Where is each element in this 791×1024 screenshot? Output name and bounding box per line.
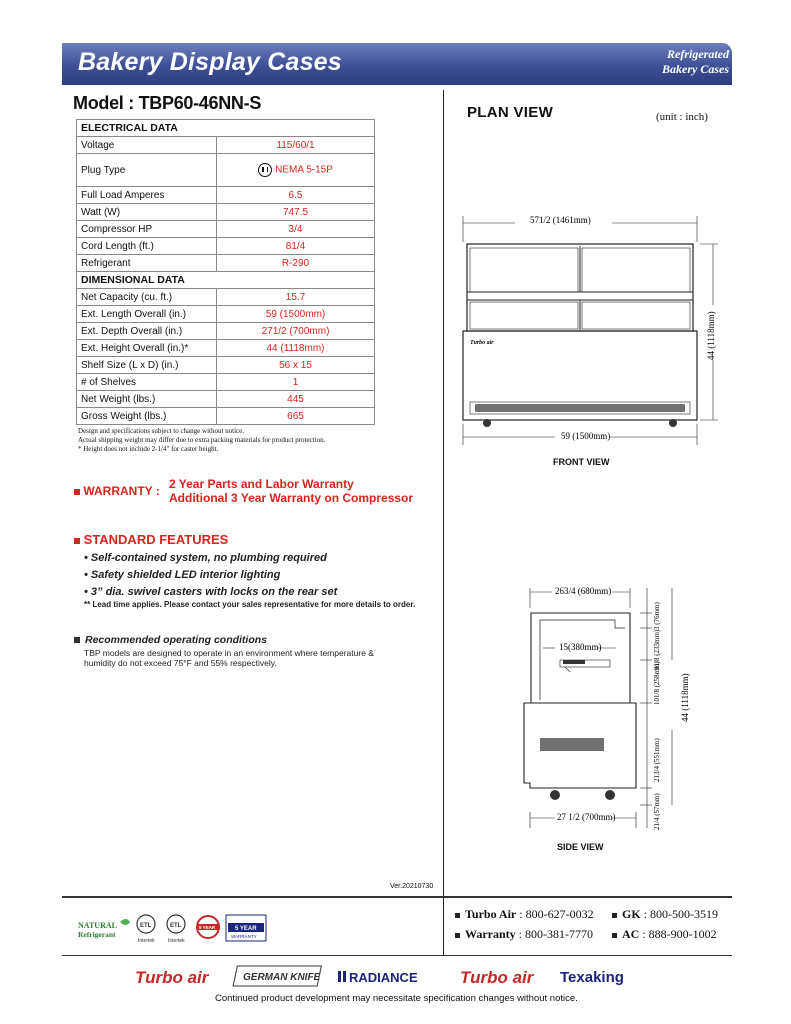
spec-key: Plug Type bbox=[77, 154, 217, 187]
bullet-icon bbox=[455, 913, 460, 918]
spec-row bbox=[77, 323, 375, 340]
5-year-badge bbox=[197, 916, 219, 938]
spec-key: Shelf Size (L x D) (in.) bbox=[77, 357, 217, 374]
spec-row bbox=[77, 340, 375, 357]
model-title: Model : TBP60-46NN-S bbox=[73, 93, 262, 113]
side-dim-r5: 21/4 (57mm) bbox=[653, 793, 661, 830]
electrical-heading: ELECTRICAL DATA bbox=[77, 120, 375, 137]
spec-row bbox=[77, 204, 375, 221]
spec-table bbox=[76, 119, 375, 425]
dimensional-heading: DIMENSIONAL DATA bbox=[77, 272, 375, 289]
spec-key: Compressor HP bbox=[77, 221, 217, 238]
bullet-icon bbox=[612, 933, 617, 938]
spec-value: 44 (1118mm) bbox=[217, 340, 375, 357]
feature-item: • Safety shielded LED interior lighting bbox=[84, 569, 281, 581]
spec-value: 445 bbox=[217, 391, 375, 408]
features-heading bbox=[74, 532, 228, 547]
spec-value: 665 bbox=[217, 408, 375, 425]
spec-row bbox=[77, 238, 375, 255]
header-subtitle bbox=[609, 47, 729, 77]
spec-key: Net Weight (lbs.) bbox=[77, 391, 217, 408]
subtitle-line-1: Refrigerated bbox=[667, 47, 729, 61]
svg-text:Refrigerant: Refrigerant bbox=[78, 930, 116, 939]
spec-value: 15.7 bbox=[217, 289, 375, 306]
spec-key: Net Capacity (cu. ft.) bbox=[77, 289, 217, 306]
svg-text:5 YEAR: 5 YEAR bbox=[199, 925, 216, 930]
bullet-icon bbox=[74, 637, 80, 643]
drawing-svg bbox=[450, 200, 740, 840]
spec-row bbox=[77, 187, 375, 204]
svg-text:Intertek: Intertek bbox=[138, 938, 155, 944]
texaking-logo: Texaking bbox=[560, 969, 624, 986]
spec-value: 747.5 bbox=[217, 204, 375, 221]
spec-key: Voltage bbox=[77, 137, 217, 154]
front-height-dim: 44 (1118mm) bbox=[706, 311, 716, 360]
contact-gk: GK : 800-500-3519 bbox=[612, 907, 718, 922]
disclaimer: Continued product development may necessitate specification changes without notice. bbox=[215, 993, 578, 1004]
spec-value: 81/4 bbox=[217, 238, 375, 255]
front-view-caption: FRONT VIEW bbox=[553, 457, 610, 467]
spec-key: # of Shelves bbox=[77, 374, 217, 391]
footer-rule-top bbox=[62, 896, 732, 898]
spec-row bbox=[77, 408, 375, 425]
spec-key: Gross Weight (lbs.) bbox=[77, 408, 217, 425]
side-bottom-dim: 27 1/2 (700mm) bbox=[557, 812, 616, 822]
svg-text:RADIANCE: RADIANCE bbox=[349, 970, 418, 985]
side-top-dim: 263/4 (680mm) bbox=[555, 586, 612, 596]
certification-logos bbox=[76, 912, 276, 946]
spec-value bbox=[217, 154, 375, 187]
spec-row bbox=[77, 306, 375, 323]
version-label: Ver.20210730 bbox=[390, 883, 434, 890]
plan-view-title: PLAN VIEW bbox=[467, 104, 554, 121]
etl-logo-1 bbox=[137, 915, 155, 944]
spec-value: 271/2 (700mm) bbox=[217, 323, 375, 340]
recommended-heading-text: Recommended operating conditions bbox=[85, 634, 268, 646]
feature-item: • 3” dia. swivel casters with locks on the rear set bbox=[84, 586, 338, 598]
feature-item: • Self-contained system, no plumbing required bbox=[84, 552, 327, 564]
spec-key: Refrigerant bbox=[77, 255, 217, 272]
page-title: Bakery Display Cases bbox=[78, 48, 342, 76]
side-shelf-dim: 15(380mm) bbox=[559, 642, 602, 652]
bullet-icon bbox=[74, 489, 80, 495]
svg-text:5 YEAR: 5 YEAR bbox=[235, 926, 257, 932]
spec-key: Cord Length (ft.) bbox=[77, 238, 217, 255]
spec-value: 3/4 bbox=[217, 221, 375, 238]
turbo-air-logo-2: Turbo air bbox=[460, 968, 534, 987]
spec-value: 59 (1500mm) bbox=[217, 306, 375, 323]
spec-key: Watt (W) bbox=[77, 204, 217, 221]
svg-text:ETL: ETL bbox=[170, 923, 182, 929]
subtitle-line-2: Bakery Cases bbox=[662, 62, 729, 76]
svg-text:Intertek: Intertek bbox=[168, 938, 185, 944]
side-view-caption: SIDE VIEW bbox=[557, 842, 604, 852]
spec-row bbox=[77, 154, 375, 187]
footer-divider bbox=[443, 898, 444, 955]
spec-row bbox=[77, 137, 375, 154]
spec-key: Full Load Amperes bbox=[77, 187, 217, 204]
plug-type-value: NEMA 5-15P bbox=[275, 164, 333, 176]
column-divider bbox=[443, 90, 444, 896]
bullet-icon bbox=[612, 913, 617, 918]
front-logo: Turbo air bbox=[470, 340, 494, 346]
spec-value: 1 bbox=[217, 374, 375, 391]
spec-key: Ext. Height Overall (in.)* bbox=[77, 340, 217, 357]
recommended-heading bbox=[74, 634, 267, 646]
unit-label: (unit : inch) bbox=[656, 111, 708, 123]
side-dim-r1: 3 (76mm) bbox=[653, 602, 661, 630]
svg-text:ETL: ETL bbox=[140, 923, 152, 929]
contact-warranty: Warranty : 800-381-7770 bbox=[455, 927, 593, 942]
warranty-line-1: 2 Year Parts and Labor Warranty bbox=[169, 477, 354, 491]
contact-ac: AC : 888-900-1002 bbox=[612, 927, 717, 942]
spec-row bbox=[77, 374, 375, 391]
side-dim-r4: 213/4 (551mm) bbox=[653, 738, 661, 782]
etl-logo-2 bbox=[167, 915, 185, 944]
note-line: Actual shipping weight may differ due to extra packing materials for product protection. bbox=[78, 436, 326, 444]
section-heading-row bbox=[77, 272, 375, 289]
features-heading-text: STANDARD FEATURES bbox=[83, 532, 229, 547]
side-dim-r2: 91/8 (233mm) bbox=[653, 629, 661, 670]
svg-text:GERMAN KNIFE: GERMAN KNIFE bbox=[243, 972, 321, 983]
spec-row bbox=[77, 391, 375, 408]
lead-time-note: ** Lead time applies. Please contact your sales representative for more details to order. bbox=[84, 600, 416, 609]
german-knife-logo bbox=[233, 966, 321, 986]
front-bottom-dim: 59 (1500mm) bbox=[561, 431, 611, 441]
spec-value: 56 x 15 bbox=[217, 357, 375, 374]
turbo-air-logo-1: Turbo air bbox=[135, 968, 209, 987]
warranty-line-2: Additional 3 Year Warranty on Compressor bbox=[169, 491, 414, 505]
bullet-icon bbox=[455, 933, 460, 938]
spec-row bbox=[77, 221, 375, 238]
contact-turbo-air: Turbo Air : 800-627-0032 bbox=[455, 907, 594, 922]
note-line: Design and specifications subject to change without notice. bbox=[78, 427, 245, 435]
warranty-label bbox=[74, 484, 160, 498]
natural-refrigerant-logo bbox=[78, 919, 130, 939]
bullet-icon bbox=[74, 538, 80, 544]
spec-row bbox=[77, 357, 375, 374]
section-heading-row bbox=[77, 120, 375, 137]
radiance-logo bbox=[338, 970, 418, 985]
spec-value: 115/60/1 bbox=[217, 137, 375, 154]
spec-value: R-290 bbox=[217, 255, 375, 272]
spec-key: Ext. Depth Overall (in.) bbox=[77, 323, 217, 340]
recommended-body: TBP models are designed to operate in an environment where temperature & humidity do not exceed 75°F and 55% respectively. bbox=[84, 648, 374, 668]
brand-logos bbox=[130, 963, 660, 989]
side-dim-r3: 101/8 (258mm) bbox=[653, 661, 661, 705]
spec-key: Ext. Length Overall (in.) bbox=[77, 306, 217, 323]
side-total-dim: 44 (1118mm) bbox=[680, 673, 690, 722]
footer-rule-bottom bbox=[62, 955, 732, 956]
spec-notes bbox=[78, 427, 408, 454]
dimension-drawings bbox=[450, 200, 740, 840]
note-line: * Height does not include 2-1/4" for caster height. bbox=[78, 445, 219, 453]
spec-row bbox=[77, 289, 375, 306]
plug-icon bbox=[258, 163, 272, 177]
svg-text:WARRANTY: WARRANTY bbox=[231, 934, 257, 939]
spec-value: 6.5 bbox=[217, 187, 375, 204]
svg-text:NATURAL: NATURAL bbox=[78, 921, 117, 930]
warranty-label-text: WARRANTY : bbox=[83, 484, 160, 498]
warranty-badge bbox=[226, 915, 266, 941]
front-top-dim: 571/2 (1461mm) bbox=[530, 215, 591, 225]
spec-row bbox=[77, 255, 375, 272]
